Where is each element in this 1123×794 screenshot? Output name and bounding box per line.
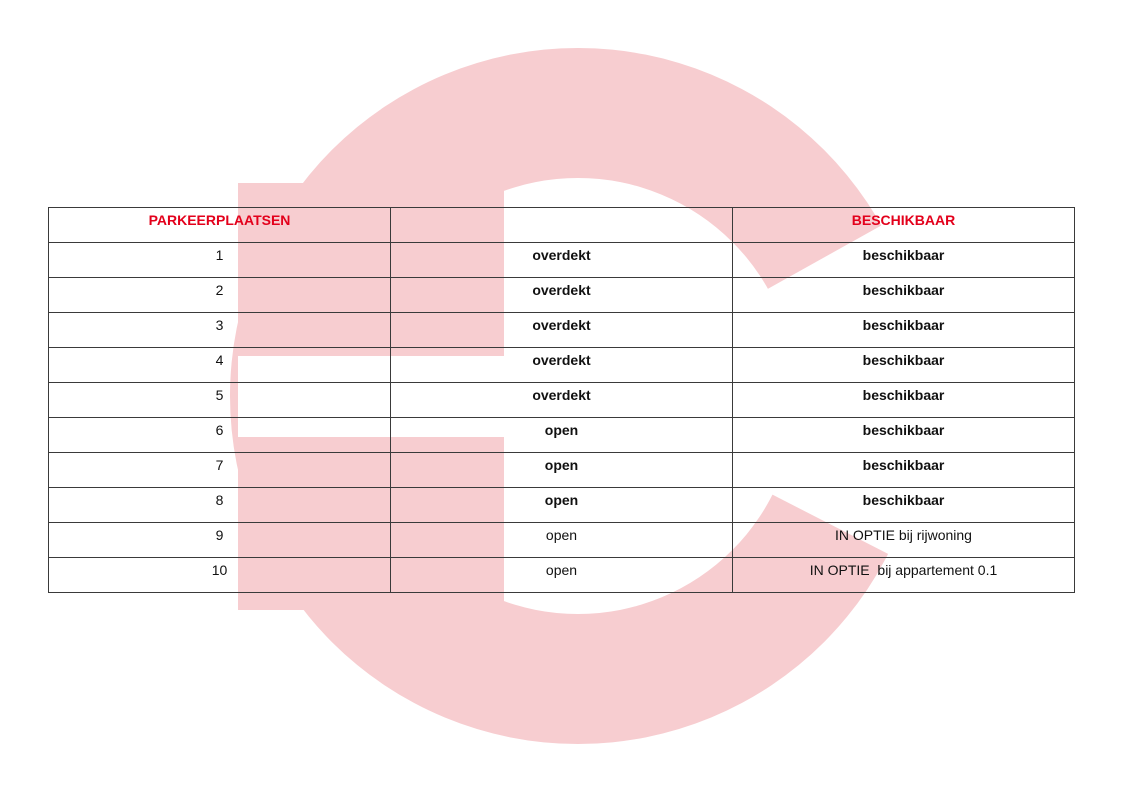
cell-number: 8 [49,488,391,523]
cell-status: beschikbaar [733,243,1075,278]
cell-type: overdekt [391,243,733,278]
cell-type: overdekt [391,383,733,418]
cell-number: 10 [49,558,391,593]
cell-type: open [391,523,733,558]
cell-number: 5 [49,383,391,418]
cell-type: open [391,488,733,523]
table-row [49,313,1075,348]
cell-status: beschikbaar [733,383,1075,418]
cell-status: IN OPTIE bij appartement 0.1 [733,558,1075,593]
cell-type: overdekt [391,278,733,313]
table-row [49,418,1075,453]
cell-status: beschikbaar [733,313,1075,348]
table-row [49,278,1075,313]
cell-number: 7 [49,453,391,488]
cell-type: open [391,418,733,453]
cell-status: beschikbaar [733,418,1075,453]
header-parkeerplaatsen: PARKEERPLAATSEN [49,208,391,243]
table-row [49,453,1075,488]
cell-type: overdekt [391,313,733,348]
table-row [49,348,1075,383]
cell-number: 9 [49,523,391,558]
cell-type: overdekt [391,348,733,383]
table-row [49,383,1075,418]
table-header-row [49,208,1075,243]
cell-number: 4 [49,348,391,383]
cell-number: 2 [49,278,391,313]
cell-number: 3 [49,313,391,348]
parking-table [48,207,1075,593]
cell-status: IN OPTIE bij rijwoning [733,523,1075,558]
cell-number: 1 [49,243,391,278]
header-type [391,208,733,243]
cell-type: open [391,558,733,593]
table-row [49,558,1075,593]
cell-status: beschikbaar [733,453,1075,488]
header-beschikbaar: BESCHIKBAAR [733,208,1075,243]
cell-status: beschikbaar [733,488,1075,523]
table-row [49,243,1075,278]
table-row [49,488,1075,523]
cell-type: open [391,453,733,488]
table-row [49,523,1075,558]
cell-status: beschikbaar [733,278,1075,313]
cell-number: 6 [49,418,391,453]
cell-status: beschikbaar [733,348,1075,383]
